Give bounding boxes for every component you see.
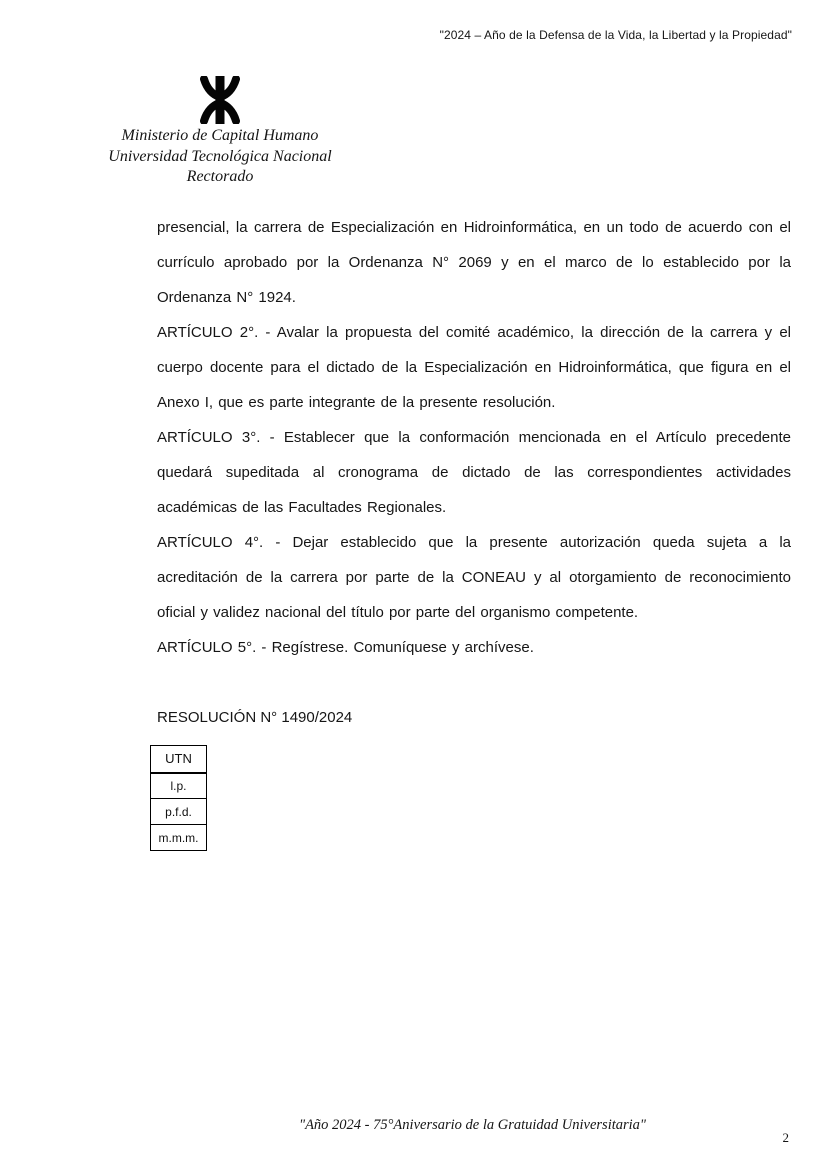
initials-cell-utn: UTN <box>151 746 207 773</box>
document-body <box>157 210 791 851</box>
letterhead-line-ministry: Ministerio de Capital Humano <box>121 127 319 144</box>
initials-table <box>150 745 207 851</box>
paragraph-articulo-2: ARTÍCULO 2°. - Avalar la propuesta del comité académico, la dirección de la carrera y el cuerpo docente para el dictado de la Especialización en Hidroinformática, que figura en el Anexo I, que es parte integrante de la presente resolución. <box>157 324 791 411</box>
letterhead-line-rectorado: Rectorado <box>186 168 254 185</box>
table-row <box>151 773 207 799</box>
page-number: 2 <box>782 1130 789 1145</box>
table-row <box>151 825 207 851</box>
initials-cell-lp: l.p. <box>151 773 207 799</box>
table-row <box>151 799 207 825</box>
paragraph-articulo-3: ARTÍCULO 3°. - Establecer que la conformación mencionada en el Artículo precedente quedará supeditada al cronograma de dictado de las correspondientes actividades académicas de las Facultades Regionales. <box>157 429 791 516</box>
paragraph-articulo-5: ARTÍCULO 5°. - Regístrese. Comuníquese y archívese. <box>157 639 534 656</box>
paragraph-continuation: presencial, la carrera de Especialización en Hidroinformática, en un todo de acuerdo con el currículo aprobado por la Ordenanza N° 2069 y en el marco de lo establecido por la Ordenanza N° 1924. <box>157 219 791 306</box>
footer-anniversary-quote: "Año 2024 - 75°Aniversario de la Gratuidad Universitaria" <box>298 1117 647 1133</box>
letterhead <box>90 76 350 188</box>
resolution-number: RESOLUCIÓN N° 1490/2024 <box>157 709 353 726</box>
table-row <box>151 746 207 773</box>
utn-gear-logo-icon <box>90 76 350 124</box>
initials-cell-mmm: m.m.m. <box>151 825 207 851</box>
letterhead-line-university: Universidad Tecnológica Nacional <box>108 147 332 165</box>
paragraph-articulo-4: ARTÍCULO 4°. - Dejar establecido que la presente autorización queda sujeta a la acreditación de la carrera por parte de la CONEAU y al otorgamiento de reconocimiento oficial y validez nacional del título por parte del organismo competente. <box>157 534 791 621</box>
header-year-quote: "2024 – Año de la Defensa de la Vida, la Libertad y la Propiedad" <box>439 28 792 42</box>
initials-cell-pfd: p.f.d. <box>151 799 207 825</box>
